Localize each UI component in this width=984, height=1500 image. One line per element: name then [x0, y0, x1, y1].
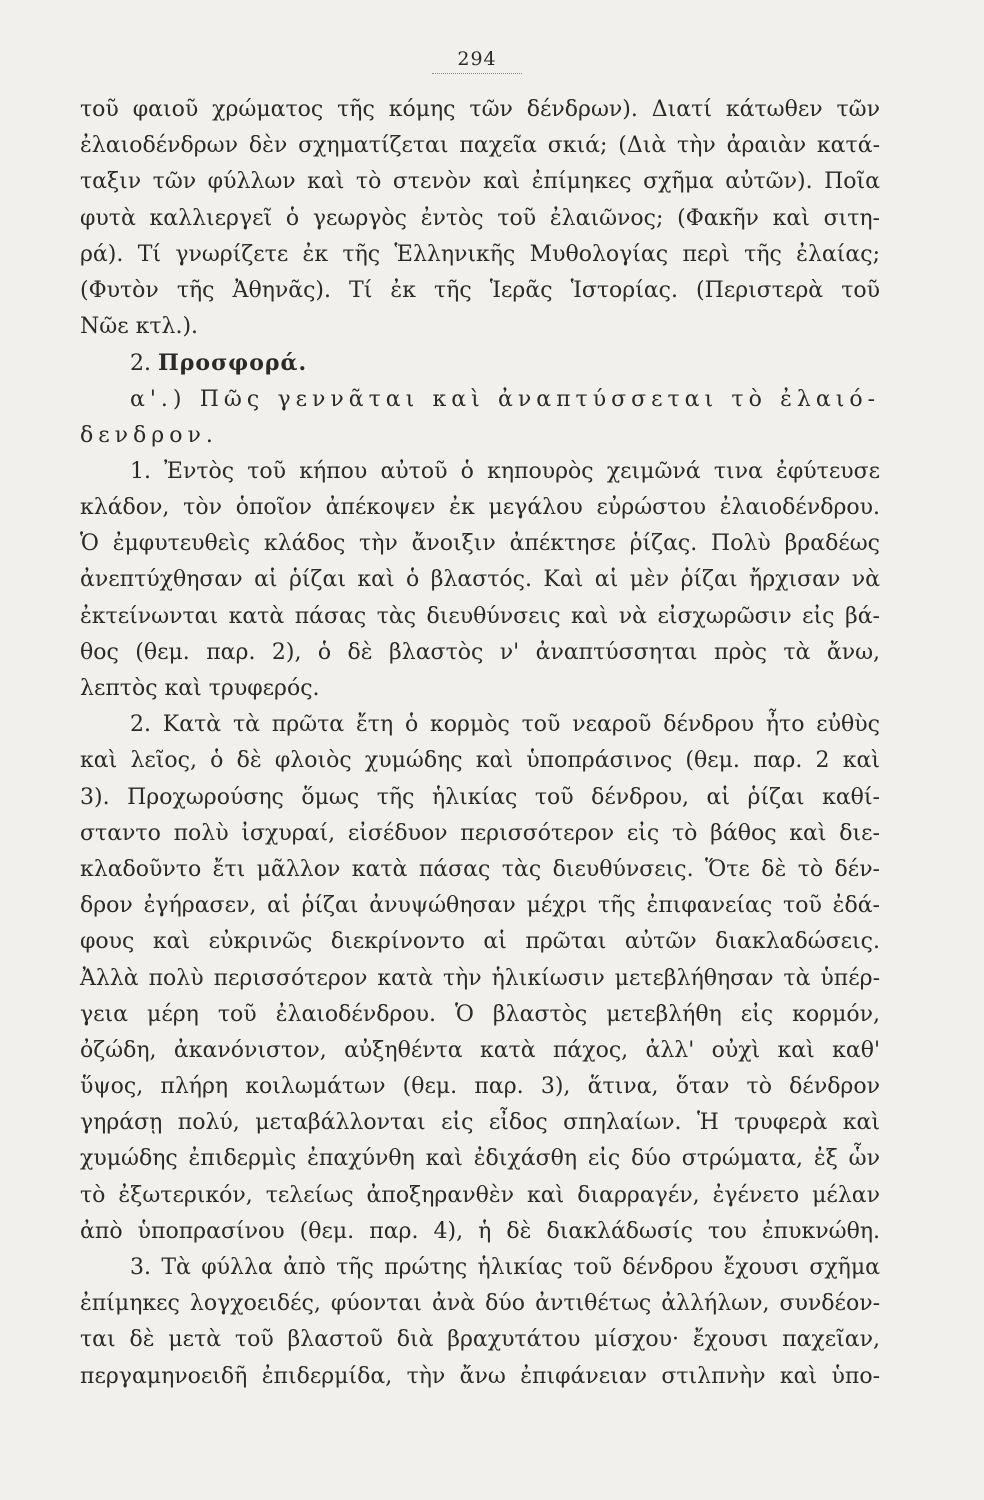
text-line: δρον ἐγήρασεν, αἱ ῥίζαι ἀνυψώθησαν μέχρι τῆς ἐπιφανείας τοῦ ἐδά-	[80, 893, 880, 919]
page-number: 294	[432, 48, 522, 74]
text-line: τὸ ἐξωτερικόν, τελείως ἀποξηρανθὲν καὶ διαρραγέν, ἐγένετο μέλαν	[80, 1182, 880, 1208]
text-line: ἀνεπτύχθησαν αἱ ῥίζαι καὶ ὁ βλαστός. Καὶ αἱ μὲν ῥίζαι ἤρχισαν νὰ	[80, 567, 880, 593]
subsection-label: α'.)	[130, 386, 187, 412]
text-line: τοῦ φαιοῦ χρώματος τῆς κόμης τῶν δένδρων). Διατί κάτωθεν τῶν	[80, 97, 880, 122]
section-title: Προσφορά.	[158, 350, 308, 377]
subsection-heading	[80, 382, 880, 418]
text-line: ἐκτείνωνται κατὰ πάσας τὰς διευθύνσεις καὶ νὰ εἰσχωρῶσιν εἰς βά-	[80, 603, 880, 629]
text-line: χυμώδης ἐπιδερμὶς ἐπαχύνθη καὶ ἐδιχάσθη εἰς δύο στρώματα, ἐξ ὧν	[80, 1146, 880, 1172]
text-line: κλάδον, τὸν ὁποῖον ἀπέκοψεν ἐκ μεγάλου εὐρώστου ἐλαιοδένδρου.	[80, 495, 880, 521]
text-line: ἐπίμηκες λογχοειδές, φύονται ἀνὰ δύο ἀντιθέτως ἀλλήλων, συνδέον-	[80, 1291, 880, 1317]
body-text	[80, 92, 880, 1395]
text-line: 1. Ἐντὸς τοῦ κήπου αὐτοῦ ὁ κηπουρὸς χειμῶνά τινα ἐφύτευσε	[130, 458, 880, 484]
text-line: θος (θεμ. παρ. 2), ὁ δὲ βλαστὸς ν' ἀναπτύσσηται πρὸς τὰ ἄνω,	[80, 639, 880, 665]
text-line: καὶ λεῖος, ὁ δὲ φλοιὸς χυμώδης καὶ ὑποπράσινος (θεμ. παρ. 2 καὶ	[80, 748, 880, 774]
text-line: ρά). Τί γνωρίζετε ἐκ τῆς Ἑλληνικῆς Μυθολογίας περὶ τῆς ἐλαίας;	[80, 241, 880, 267]
text-line: Νῶε κτλ.).	[80, 314, 199, 340]
text-line: Ἀλλὰ πολὺ περισσότερον κατὰ τὴν ἡλικίωσιν μετεβλήθησαν τὰ ὑπέρ-	[80, 965, 880, 991]
text-line: ἀπὸ ὑποπρασίνου (θεμ. παρ. 4), ἡ δὲ διακλάδωσίς του ἐπυκνώθη.	[80, 1218, 880, 1244]
text-line: σταντο πολὺ ἰσχυραί, εἰσέδυον περισσότερον εἰς τὸ βάθος καὶ διε-	[80, 820, 880, 846]
text-line: 3. Τὰ φύλλα ἀπὸ τῆς πρώτης ἡλικίας τοῦ δένδρου ἔχουσι σχῆμα	[130, 1255, 880, 1280]
text-line: 3). Προχωρούσης ὅμως τῆς ἡλικίας τοῦ δένδρου, αἱ ῥίζαι καθί-	[80, 784, 880, 810]
text-line: ἐλαιοδένδρων δὲν σχηματίζεται παχεῖα σκιά; (Διὰ τὴν ἀραιὰν κατά-	[80, 133, 880, 159]
text-line: φυτὰ καλλιεργεῖ ὁ γεωργὸς ἐντὸς τοῦ ἐλαιῶνος; (Φακῆν καὶ σιτη-	[80, 205, 880, 231]
text-line: λεπτὸς καὶ τρυφερός.	[80, 676, 320, 701]
text-line: ταξιν τῶν φύλλων καὶ τὸ στενὸν καὶ ἐπίμηκες σχῆμα αὐτῶν). Ποῖα	[80, 169, 880, 195]
text-line: ὀζώδη, ἀκανόνιστον, αὐξηθέντα κατὰ πάχος, ἀλλ' οὐχὶ καὶ καθ'	[80, 1037, 880, 1063]
text-line: γηράσῃ πολύ, μεταβάλλονται εἰς εἶδος σπηλαίων. Ἡ τρυφερὰ καὶ	[80, 1110, 880, 1136]
text-line: φους καὶ εὐκρινῶς διεκρίνοντο αἱ πρῶται αὐτῶν διακλαδώσεις.	[80, 929, 880, 955]
text-line: ται δὲ μετὰ τοῦ βλαστοῦ διὰ βραχυτάτου μίσχου· ἔχουσι παχεῖαν,	[80, 1327, 880, 1353]
text-line: (Φυτὸν τῆς Ἀθηνᾶς). Τί ἐκ τῆς Ἱερᾶς Ἱστορίας. (Περιστερὰ τοῦ	[80, 277, 880, 303]
section-heading	[80, 345, 880, 381]
text-line: περγαμηνοειδῆ ἐπιδερμίδα, τὴν ἄνω ἐπιφάνειαν στιλπνὴν καὶ ὑπο-	[80, 1363, 880, 1389]
text-line: κλαδοῦντο ἔτι μᾶλλον κατὰ πάσας τὰς διευθύνσεις. Ὅτε δὲ τὸ δέν-	[80, 856, 880, 882]
text-line: Ὁ ἐμφυτευθεὶς κλάδος τὴν ἄνοιξιν ἀπέκτησε ῥίζας. Πολὺ βραδέως	[80, 531, 880, 557]
text-line: δενδρον.	[80, 422, 218, 448]
text-line: ὕψος, πλήρη κοιλωμάτων (θεμ. παρ. 3), ἅτινα, ὅταν τὸ δένδρον	[80, 1074, 880, 1100]
text-line: γεια μέρη τοῦ ἐλαιοδένδρου. Ὁ βλαστὸς μετεβλήθη εἰς κορμόν,	[80, 1001, 880, 1027]
text-line: 2. Κατὰ τὰ πρῶτα ἔτη ὁ κορμὸς τοῦ νεαροῦ δένδρου ἦτο εὐθὺς	[130, 712, 880, 738]
section-number: 2.	[130, 351, 151, 377]
subsection-title: Πῶς γεννᾶται καὶ ἀναπτύσσεται τὸ ἐλαιό-	[199, 386, 881, 412]
